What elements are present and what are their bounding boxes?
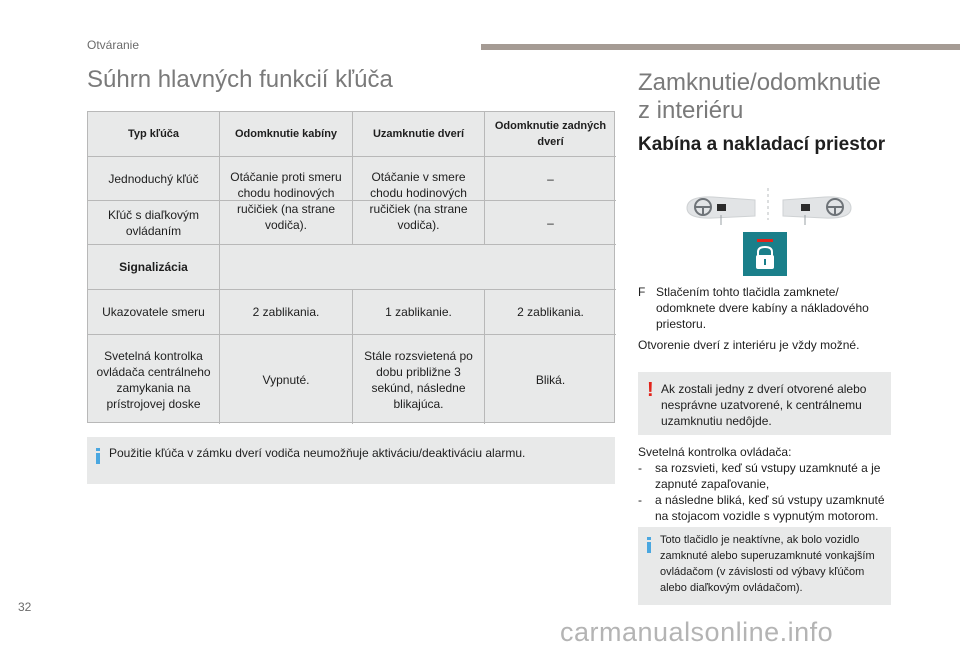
right-title bbox=[638, 69, 918, 125]
info-icon bbox=[647, 537, 651, 553]
header-bar bbox=[481, 44, 960, 50]
lock-button-icon bbox=[743, 232, 787, 276]
warning-icon: ! bbox=[647, 379, 654, 401]
lamp-title: Svetelná kontrolka ovládača: bbox=[638, 445, 792, 459]
info-icon bbox=[96, 448, 100, 464]
cell-rear-row2: – bbox=[547, 215, 554, 230]
right-title-line1: Zamknutie/odomknutie bbox=[638, 69, 881, 96]
alarm-note-text: Použitie kľúča v zámku dverí vodiča neumožňuje aktiváciu/deaktiváciu alarmu. bbox=[109, 446, 526, 460]
bullet-text: Stlačením tohto tlačidla zamknete/ odomknete dvere kabíny a nákladového priestoru. bbox=[656, 285, 869, 331]
page-number: 32 bbox=[18, 600, 32, 614]
cell-lamp-unlock: Vypnuté. bbox=[262, 372, 310, 387]
th-unlock-rear: Odomknutie zadných dverí bbox=[494, 120, 607, 148]
cell-indicators-lock: 1 zablikanie. bbox=[385, 305, 452, 319]
bullet-glyph: F bbox=[638, 285, 646, 299]
th-unlock-cab: Odomknutie kabíny bbox=[234, 128, 338, 140]
key-functions-table bbox=[87, 111, 615, 423]
lamp-item: sa rozsvieti, keď sú vstupy uzamknuté a je zapnuté zapaľovanie, bbox=[655, 461, 881, 491]
cell-indicators-unlock: 2 zablikania. bbox=[252, 305, 320, 319]
info-box bbox=[638, 527, 891, 605]
alarm-note-box bbox=[87, 437, 615, 484]
info-text: Toto tlačidlo je neaktívne, ak bolo vozidlo zamknuté alebo superuzamknuté vonkajším ovládačom (v závislosti od výbavy kľúčom alebo diaľkovým ovládačom). bbox=[660, 534, 875, 594]
row-remote-key: Kľúč s diaľkovým ovládaním bbox=[107, 207, 200, 238]
warning-text: Ak zostali jedny z dverí otvorené alebo nesprávne uzatvorené, k centrálnemu uzamknutiu nedôjde. bbox=[661, 382, 867, 428]
cell-rear-row1: – bbox=[547, 171, 554, 186]
th-key-type: Typ kľúča bbox=[127, 128, 180, 140]
th-lock-doors: Uzamknutie dverí bbox=[372, 128, 465, 140]
cell-lamp-rear: Bliká. bbox=[535, 372, 566, 387]
section-subtitle: Kabína a nakladací priestor bbox=[638, 134, 886, 155]
cell-unlock-cab: Otáčanie proti smeru chodu hodinových ručičiek (na strane vodiča). bbox=[230, 170, 342, 232]
right-title-line2: z interiéru bbox=[638, 97, 744, 124]
section-label: Otváranie bbox=[87, 38, 140, 52]
door-lock-illustration bbox=[683, 186, 855, 278]
row-indicators: Ukazovatele smeru bbox=[102, 305, 205, 319]
signal-heading: Signalizácia bbox=[119, 260, 188, 274]
warning-box bbox=[638, 372, 891, 435]
row-lamp: Svetelná kontrolka ovládača centrálneho zamykania na prístrojovej doske bbox=[96, 348, 211, 411]
watermark: carmanualsonline.info bbox=[560, 617, 834, 647]
row-simple-key: Jednoduchý kľúč bbox=[108, 171, 199, 186]
left-title: Súhrn hlavných funkcií kľúča bbox=[87, 66, 393, 93]
cell-lamp-lock: Stále rozsvietená po dobu približne 3 sekúnd, následne blikajúca. bbox=[364, 348, 473, 411]
interior-open-text: Otvorenie dverí z interiéru je vždy možné. bbox=[638, 338, 860, 352]
cell-lock-doors: Otáčanie v smere chodu hodinových ručičiek (na strane vodiča). bbox=[369, 170, 468, 232]
lamp-item: a následne bliká, keď sú vstupy uzamknuté na stojacom vozidle s vypnutým motorom. bbox=[655, 493, 885, 523]
cell-indicators-rear: 2 zablikania. bbox=[517, 305, 584, 319]
